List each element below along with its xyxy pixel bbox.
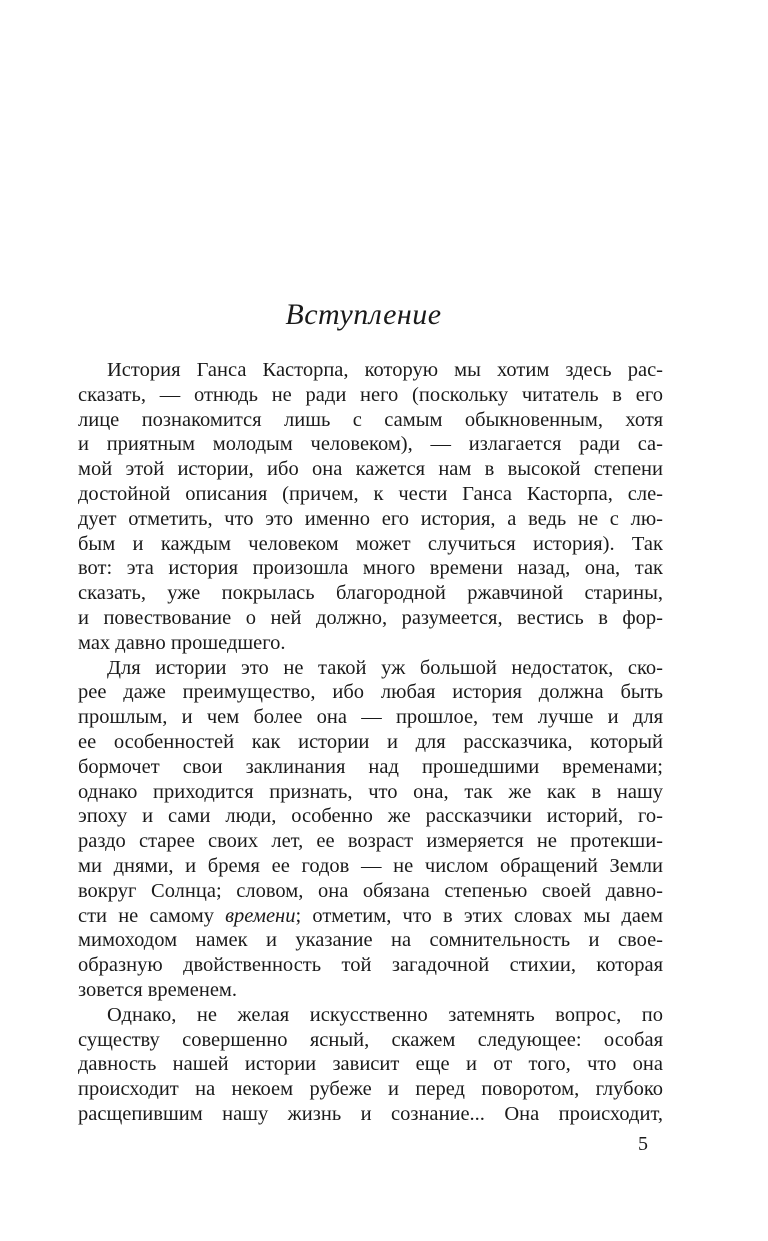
- text-line: прошлым, и чем более она — прошлое, тем лучше и для: [78, 706, 663, 729]
- italic-word: времени: [225, 904, 296, 927]
- text-line: ми днями, и бремя ее годов — не числом обращений Земли: [78, 854, 663, 877]
- text-line: эпоху и сами люди, особенно же рассказчики историй, го-: [78, 805, 663, 828]
- text-line: мимоходом намек и указание на сомнительность и свое-: [78, 929, 663, 952]
- text-line: сказать, — отнюдь не ради него (поскольку читатель в его: [78, 383, 663, 406]
- text-line: вот: эта история произошла много времени назад, она, так: [78, 557, 663, 580]
- text-line: лице познакомится лишь с самым обыкновенным, хотя: [78, 408, 663, 431]
- text-line: расщепившим нашу жизнь и сознание... Она происходит,: [78, 1102, 663, 1125]
- text-line: сти не самому времени; отметим, что в этих словах мы даем: [78, 904, 663, 927]
- text-line: рее даже преимущество, ибо любая история должна быть: [78, 681, 663, 704]
- paragraph: [78, 656, 663, 1003]
- paragraph: [78, 1003, 663, 1127]
- text-line: однако приходится признать, что она, так же как в нашу: [78, 780, 663, 803]
- text-line: дует отметить, что это именно его история, а ведь не с лю-: [78, 507, 663, 530]
- text-line: История Ганса Касторпа, которую мы хотим здесь рас-: [107, 359, 663, 381]
- text-line: раздо старее своих лет, ее возраст измеряется не протекши-: [78, 830, 663, 853]
- paragraph: [78, 358, 663, 656]
- text-line: происходит на некоем рубеже и перед поворотом, глубоко: [78, 1078, 663, 1101]
- text-line: мой этой истории, ибо она кажется нам в высокой степени: [78, 458, 663, 481]
- chapter-title: Вступление: [285, 298, 442, 331]
- text-line: вокруг Солнца; словом, она обязана степенью своей давно-: [78, 879, 663, 902]
- text-line: и повествование о ней должно, разумеется, вестись в фор-: [78, 606, 663, 629]
- text-line: зовется временем.: [78, 978, 238, 1001]
- text-line: бым и каждым человеком может случиться история). Так: [78, 532, 663, 555]
- text-line: и приятным молодым человеком), — излагается ради са-: [78, 433, 663, 456]
- text-line: существу совершенно ясный, скажем следующее: особая: [78, 1028, 663, 1051]
- text-line: Для истории это не такой уж большой недостаток, ско-: [107, 656, 663, 679]
- body-text: [78, 358, 663, 1127]
- page-number: 5: [638, 1133, 648, 1155]
- text-line: сказать, уже покрылась благородной ржавчиной старины,: [78, 582, 663, 605]
- text-line: бормочет свои заклинания над прошедшими временами;: [78, 755, 663, 778]
- text-line: давность нашей истории зависит еще и от того, что она: [78, 1053, 663, 1076]
- text-line: образную двойственность той загадочной стихии, которая: [78, 954, 663, 977]
- text-line: Однако, не желая искусственно затемнять вопрос, по: [107, 1003, 663, 1026]
- text-line: ее особенностей как истории и для рассказчика, который: [78, 730, 663, 753]
- text-line: достойной описания (причем, к чести Ганса Касторпа, сле-: [78, 482, 663, 505]
- text-line: мах давно прошедшего.: [78, 631, 286, 654]
